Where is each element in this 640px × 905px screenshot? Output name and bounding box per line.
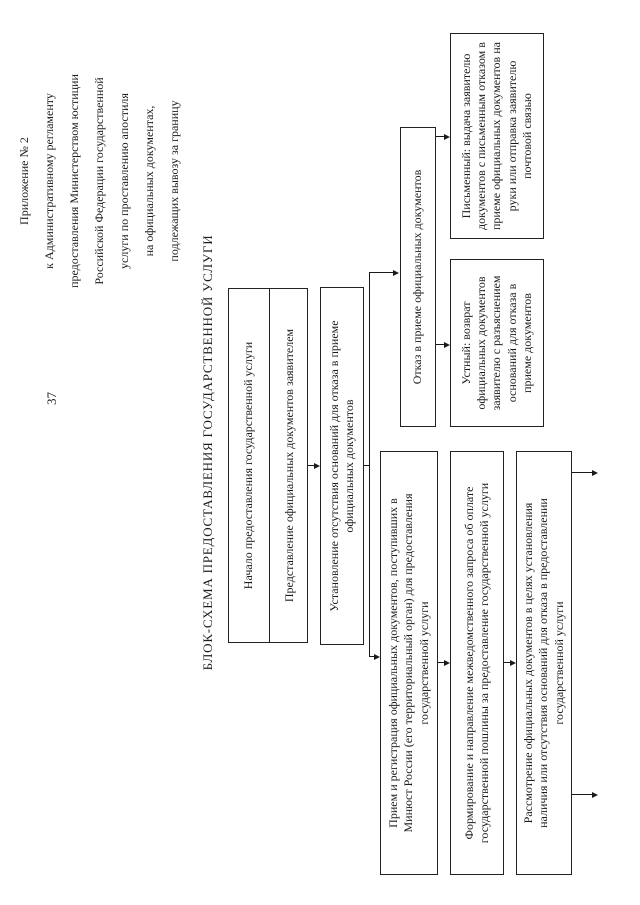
flow-box-refusal: Отказ в приеме официальных документов <box>400 127 436 427</box>
flow-box-refusal-oral: Устный: возврат официальных документов заявителю с разъяснением оснований для отказа в приеме документов <box>450 259 544 427</box>
flow-box-start <box>228 288 308 643</box>
header-line: услуги по проставлению апостиля <box>117 93 131 269</box>
flowchart-title: БЛОК-СХЕМА ПРЕДОСТАВЛЕНИЯ ГОСУДАРСТВЕННОЙ УСЛУГИ <box>200 234 215 671</box>
flow-box-submission: Представление официальных документов заявителем <box>269 289 309 642</box>
header-line: на официальных документах, <box>142 105 156 257</box>
header-line: предоставления Министерством юстиции <box>67 74 81 288</box>
flow-box-interagency-request: Формирование и направление межведомственного запроса об оплате государственной пошлины за предоставление государственной услуги <box>450 451 504 875</box>
page-number: 37 <box>44 392 59 405</box>
header-line: к Административному регламенту <box>42 93 56 269</box>
arrow-down-icon <box>592 792 598 798</box>
header-line: Российской Федерации государственной <box>92 77 106 285</box>
connector-line <box>369 272 370 657</box>
arrow-down-icon <box>393 270 399 276</box>
header-line: Приложение № 2 <box>17 137 31 225</box>
connector-line <box>572 794 593 795</box>
connector-line <box>572 472 593 473</box>
arrow-down-icon <box>592 470 598 476</box>
flow-box-start-label: Начало предоставления государственной услуги <box>241 341 256 590</box>
flow-box-reception: Прием и регистрация официальных документов, поступивших в Минюст России (его территориальный орган) для предоставления государственной услуги <box>380 451 438 875</box>
flow-box-refusal-written: Письменный: выдача заявителю документов с письменным отказом в приеме официальных документов на руки или отправка заявителю почтовой связью <box>450 33 544 239</box>
header-line: подлежащих вывозу за границу <box>167 100 181 262</box>
flow-box-review: Рассмотрение официальных документов в целях установления наличия или отсутствия оснований для отказа в предоставлении государственной услуги <box>516 451 572 875</box>
flow-box-check-grounds: Установление отсутствия оснований для отказа в приеме официальных документов <box>320 287 364 645</box>
appendix-header <box>12 26 187 336</box>
connector-line <box>369 272 394 273</box>
